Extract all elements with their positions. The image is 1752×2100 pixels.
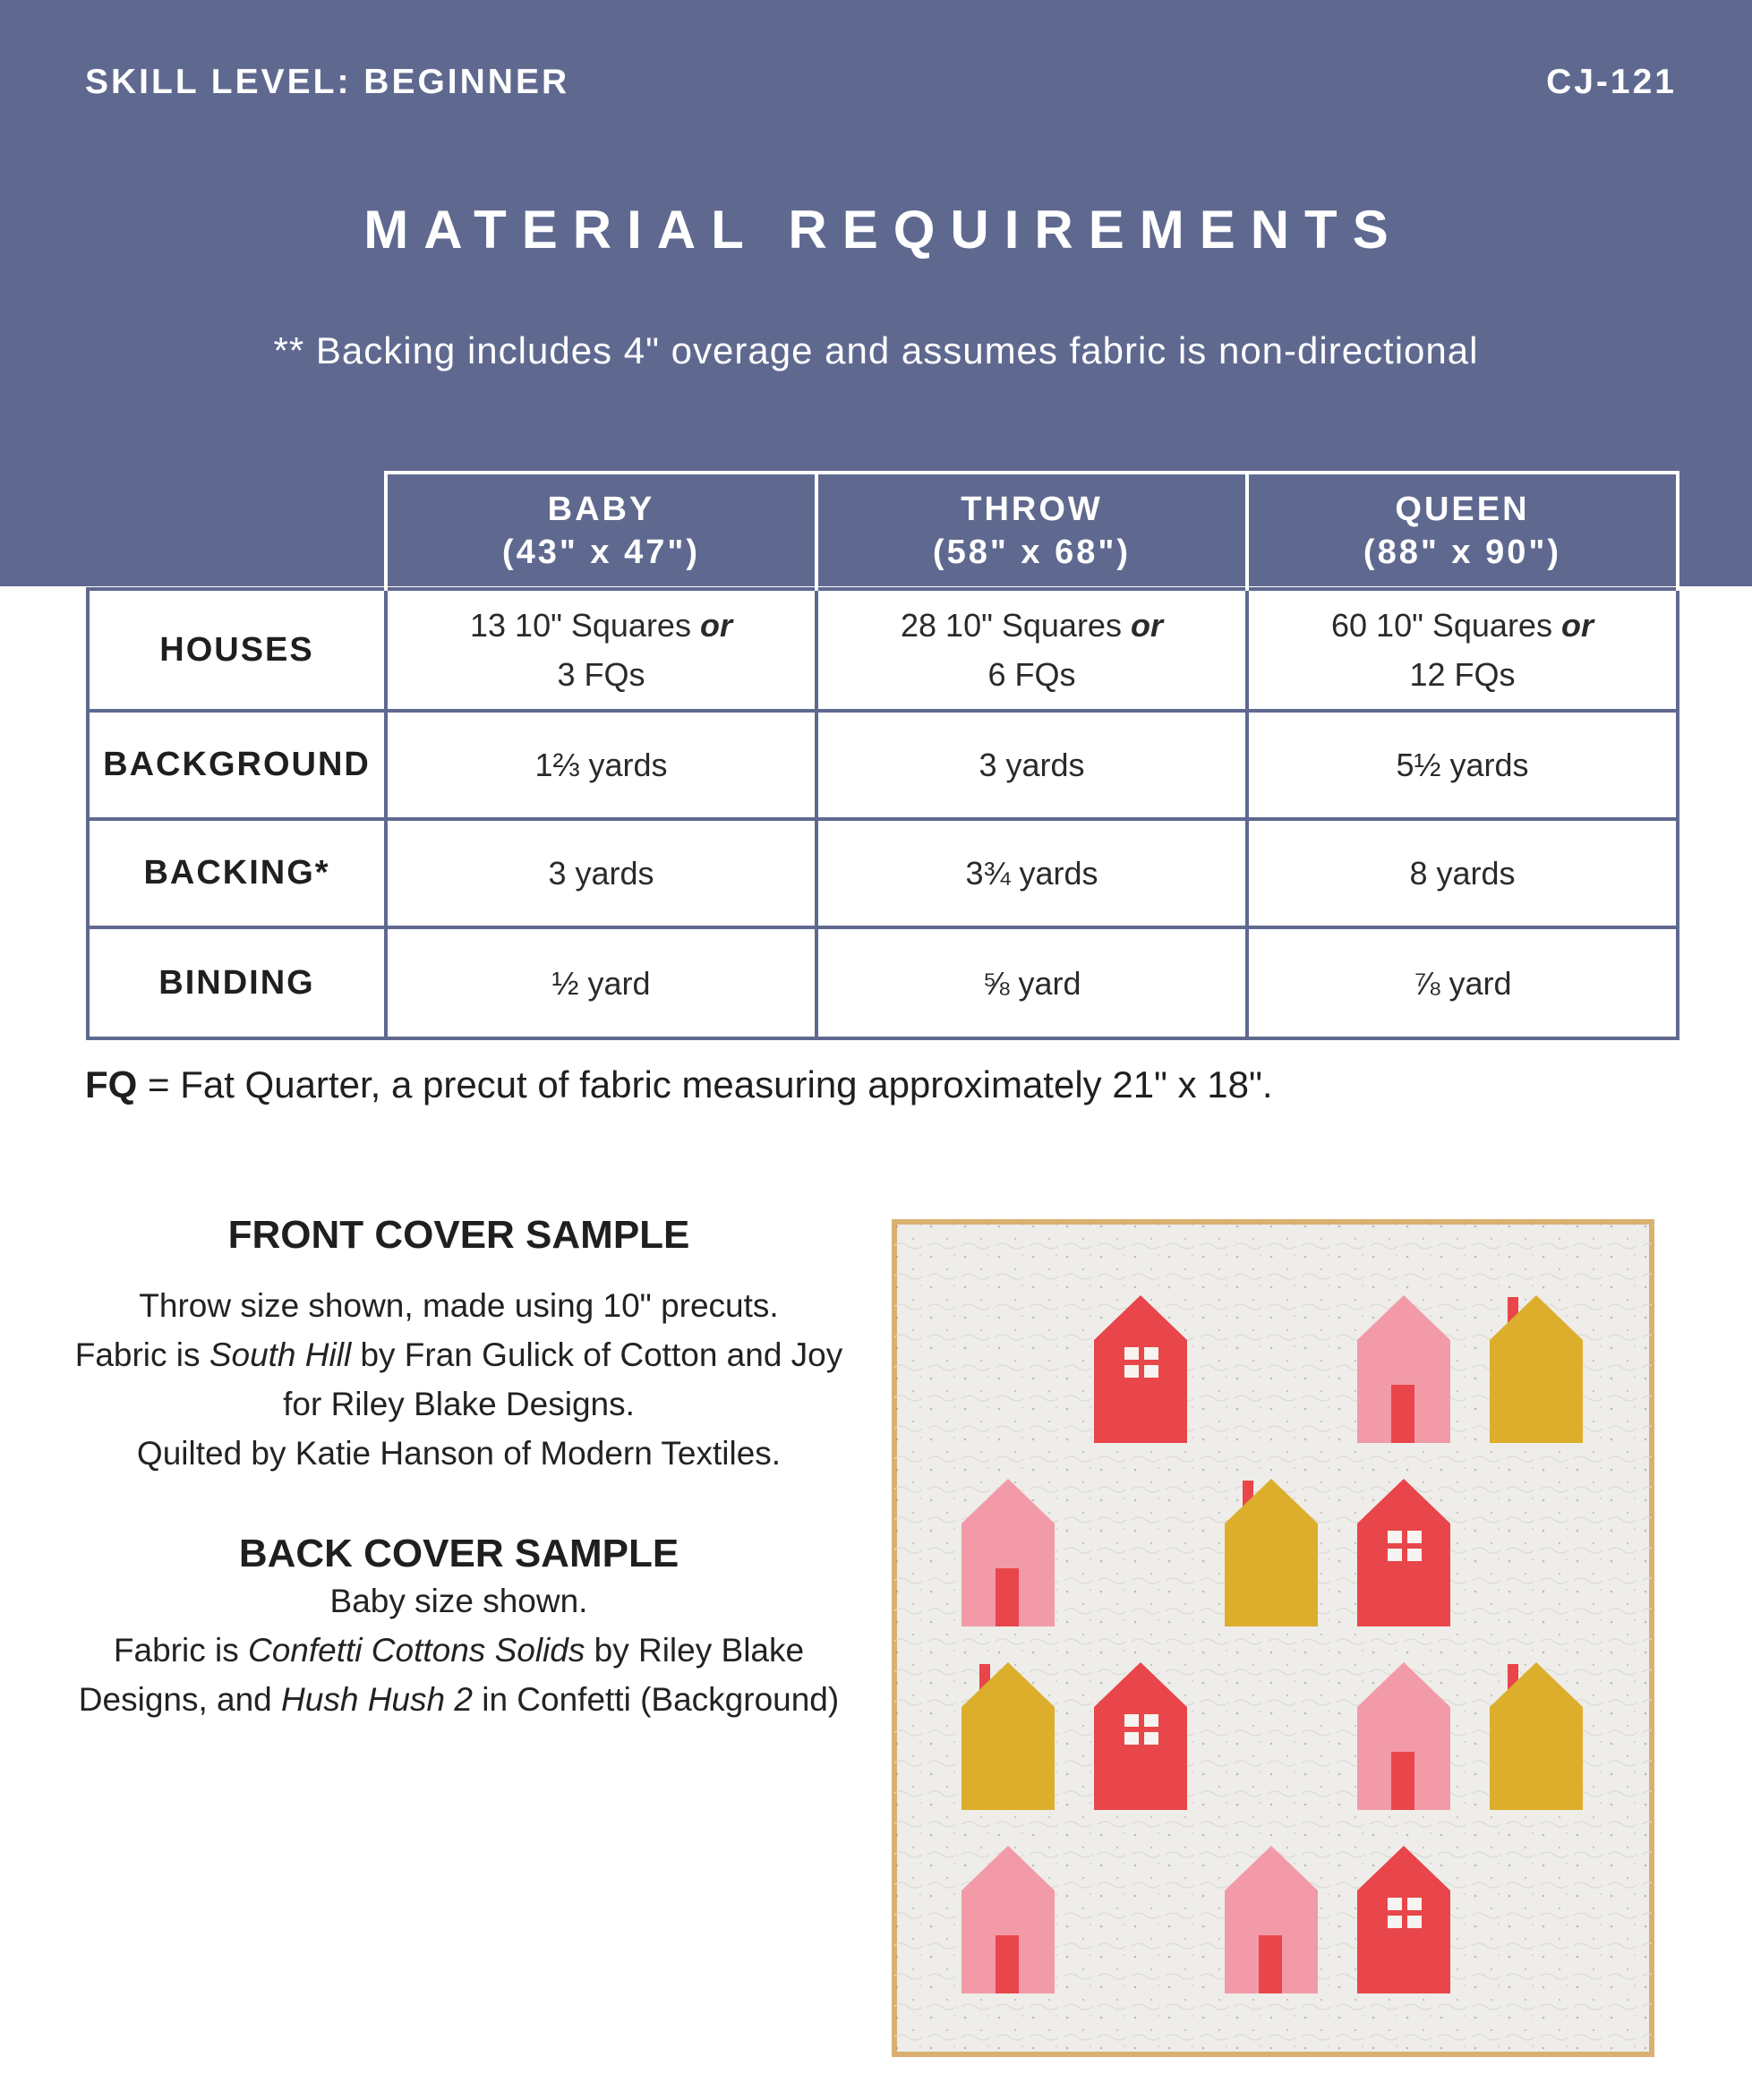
- front-sample-line: for Riley Blake Designs.: [283, 1386, 635, 1422]
- text: Fabric is: [74, 1336, 209, 1373]
- cell-or: or: [1560, 607, 1594, 644]
- text: Designs, and: [78, 1681, 282, 1718]
- fq-term: FQ: [85, 1063, 138, 1105]
- pattern-code: CJ-121: [1546, 63, 1677, 101]
- row-label: BINDING: [88, 927, 386, 1038]
- table-cell: ½ yard: [386, 927, 816, 1038]
- column-name: THROW: [961, 491, 1103, 528]
- text: by Fran Gulick of Cotton and Joy: [351, 1336, 843, 1373]
- skill-level: SKILL LEVEL: BEGINNER: [85, 63, 570, 101]
- back-sample-heading: BACK COVER SAMPLE: [238, 1532, 679, 1575]
- backing-note: ** Backing includes 4" overage and assumes fabric is non-directional: [273, 329, 1479, 371]
- table-row-houses: [88, 589, 1678, 711]
- table-corner: [88, 473, 386, 589]
- fq-text: = Fat Quarter, a precut of fabric measuring approximately 21" x 18".: [137, 1063, 1273, 1105]
- table-cell: 8 yards: [1247, 819, 1678, 927]
- table-cell: [816, 589, 1247, 711]
- cell-line: 60 10" Squares: [1331, 607, 1552, 644]
- column-header-throw: [816, 473, 1247, 589]
- quilt-photo: [892, 1219, 1654, 2057]
- column-name: QUEEN: [1395, 491, 1530, 528]
- text: Fabric is: [113, 1632, 248, 1669]
- back-sample-line: [72, 1626, 846, 1675]
- door: [1391, 1385, 1414, 1443]
- cell-line: 6 FQs: [987, 656, 1076, 693]
- table-cell: ⅝ yard: [816, 927, 1247, 1038]
- front-sample-line: Throw size shown, made using 10" precuts.: [139, 1287, 779, 1324]
- column-name: BABY: [547, 491, 655, 528]
- table-cell: 3 yards: [816, 711, 1247, 819]
- cell-line: 3 FQs: [557, 656, 645, 693]
- door: [996, 1935, 1019, 1993]
- column-header-baby: [386, 473, 816, 589]
- column-size: (88" x 90"): [1363, 534, 1562, 571]
- cell-or: or: [699, 607, 732, 644]
- column-header-queen: [1247, 473, 1678, 589]
- material-requirements-table: [86, 471, 1679, 1040]
- front-sample-line: [72, 1330, 846, 1379]
- cell-line: 13 10" Squares: [470, 607, 691, 644]
- table-cell: 1⅔ yards: [386, 711, 816, 819]
- row-label: BACKGROUND: [88, 711, 386, 819]
- fabric-name: Confetti Cottons Solids: [248, 1632, 585, 1669]
- back-sample-line: Baby size shown.: [329, 1583, 588, 1619]
- sample-notes: [72, 1213, 846, 1724]
- table-row-backing: [88, 819, 1678, 927]
- front-sample-line: Quilted by Katie Hanson of Modern Textiles.: [136, 1435, 782, 1472]
- column-size: (58" x 68"): [932, 534, 1132, 571]
- cell-or: or: [1130, 607, 1163, 644]
- table-cell: [386, 589, 816, 711]
- column-size: (43" x 47"): [501, 534, 701, 571]
- table-cell: [1247, 589, 1678, 711]
- text: in Confetti (Background): [472, 1681, 840, 1718]
- fabric-name: South Hill: [209, 1336, 352, 1373]
- back-sample-line: [72, 1675, 846, 1724]
- table-cell: 5½ yards: [1247, 711, 1678, 819]
- cell-line: 12 FQs: [1409, 656, 1516, 693]
- row-label: HOUSES: [88, 589, 386, 711]
- door: [1259, 1935, 1282, 1993]
- front-sample-heading: FRONT COVER SAMPLE: [227, 1213, 690, 1257]
- door: [1391, 1752, 1414, 1810]
- fq-definition: [85, 1063, 1273, 1106]
- door: [996, 1568, 1019, 1626]
- text: by Riley Blake: [585, 1632, 805, 1669]
- table-row-background: [88, 711, 1678, 819]
- fabric-name: Hush Hush 2: [281, 1681, 473, 1718]
- page-title: MATERIAL REQUIREMENTS: [363, 200, 1404, 260]
- table-cell: 3¾ yards: [816, 819, 1247, 927]
- cell-line: 28 10" Squares: [901, 607, 1122, 644]
- table-cell: ⅞ yard: [1247, 927, 1678, 1038]
- row-label: BACKING*: [88, 819, 386, 927]
- table-cell: 3 yards: [386, 819, 816, 927]
- table-row-binding: [88, 927, 1678, 1038]
